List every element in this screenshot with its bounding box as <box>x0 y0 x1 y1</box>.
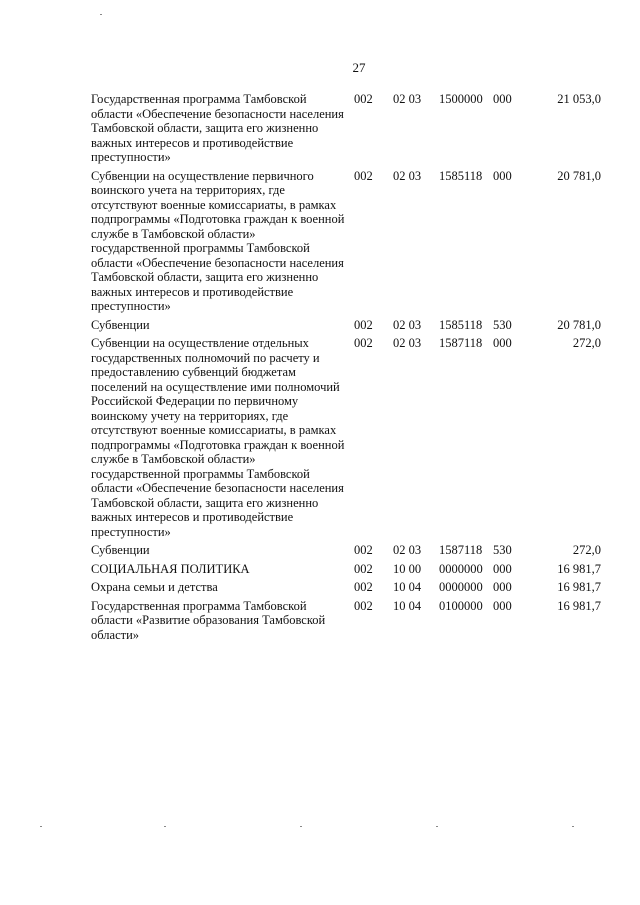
row-csr: 0000000 <box>439 561 483 576</box>
row-name: Субвенции на осуществление отдельных государственных полномочий по расчету и предоставлению субвенций бюджетам поселений на осуществление ими полномочий Российской Федерации по первичному воинскому учету на территориях, где отсутствуют военные комиссариаты, в рамках подпрограммы «Подготовка граждан к военной службе в Тамбовской области» государственной программы Тамбовской области «Обеспечение безопасности населения Тамбовской области, защита его жизненно важных интересов и противодействие преступности» <box>91 336 345 539</box>
row-ved: 002 <box>354 317 373 332</box>
row-vr: 000 <box>493 336 512 350</box>
row-csr: 0100000 <box>439 598 483 613</box>
row-name: Субвенции на осуществление первичного воинского учета на территориях, где отсутствуют военные комиссариаты, в рамках подпрограммы «Подготовка граждан к военной службе в Тамбовской области» государственной программы Тамбовской области «Обеспечение безопасности населения Тамбовской области, защита его жизненно важных интересов и противодействие преступности» <box>91 168 345 313</box>
row-name: Субвенции <box>91 317 150 332</box>
scan-speck <box>300 826 302 827</box>
row-sum: 21 053,0 <box>557 92 601 106</box>
row-sum: 16 981,7 <box>557 561 601 576</box>
table-row <box>91 92 601 169</box>
table-row <box>91 562 601 581</box>
row-rz: 02 03 <box>392 317 422 332</box>
row-csr: 1585118 <box>439 317 483 332</box>
row-rz: 10 04 <box>392 598 422 613</box>
row-csr: 1587118 <box>439 543 483 557</box>
row-sum: 20 781,0 <box>557 168 601 183</box>
row-name: Охрана семьи и детства <box>91 580 218 594</box>
row-csr: 1585118 <box>439 168 483 183</box>
scan-speck <box>40 826 42 827</box>
row-ved: 002 <box>354 598 373 613</box>
row-vr: 000 <box>493 580 512 594</box>
row-rz: 02 03 <box>392 543 422 557</box>
row-rz: 02 03 <box>392 92 422 106</box>
budget-table <box>91 92 601 646</box>
table-row <box>91 169 601 318</box>
row-vr: 530 <box>493 543 512 557</box>
scan-speck <box>164 826 166 827</box>
row-ved: 002 <box>354 92 373 106</box>
row-vr: 000 <box>493 168 512 183</box>
table-row <box>91 599 601 647</box>
row-sum: 20 781,0 <box>557 317 601 332</box>
row-name: Государственная программа Тамбовской области «Развитие образования Тамбовской области» <box>91 598 326 642</box>
table-row <box>91 580 601 599</box>
row-vr: 530 <box>493 317 512 332</box>
row-vr: 000 <box>493 598 512 613</box>
row-vr: 000 <box>493 92 512 106</box>
scan-speck <box>100 14 102 15</box>
table-row <box>91 318 601 337</box>
row-ved: 002 <box>354 543 373 557</box>
row-csr: 1500000 <box>439 92 483 106</box>
row-rz: 10 04 <box>392 580 422 594</box>
table-row <box>91 336 601 543</box>
scan-speck <box>436 826 438 827</box>
row-csr: 0000000 <box>439 580 483 594</box>
row-sum: 16 981,7 <box>557 598 601 613</box>
row-sum: 272,0 <box>572 336 601 350</box>
row-rz: 10 00 <box>392 561 422 576</box>
scan-speck <box>572 826 574 827</box>
row-name: СОЦИАЛЬНАЯ ПОЛИТИКА <box>91 561 250 576</box>
row-ved: 002 <box>354 561 373 576</box>
table-row <box>91 543 601 562</box>
row-sum: 16 981,7 <box>557 580 601 594</box>
page-number: 27 <box>352 60 366 75</box>
row-sum: 272,0 <box>572 543 601 557</box>
row-rz: 02 03 <box>392 168 422 183</box>
row-name: Субвенции <box>91 543 150 557</box>
row-rz: 02 03 <box>392 336 422 350</box>
row-ved: 002 <box>354 168 373 183</box>
row-vr: 000 <box>493 561 512 576</box>
row-name: Государственная программа Тамбовской области «Обеспечение безопасности населения Тамбовской области, защита его жизненно важных интересов и противодействие преступности» <box>91 92 344 164</box>
row-ved: 002 <box>354 336 373 350</box>
row-csr: 1587118 <box>439 336 483 350</box>
row-ved: 002 <box>354 580 373 594</box>
